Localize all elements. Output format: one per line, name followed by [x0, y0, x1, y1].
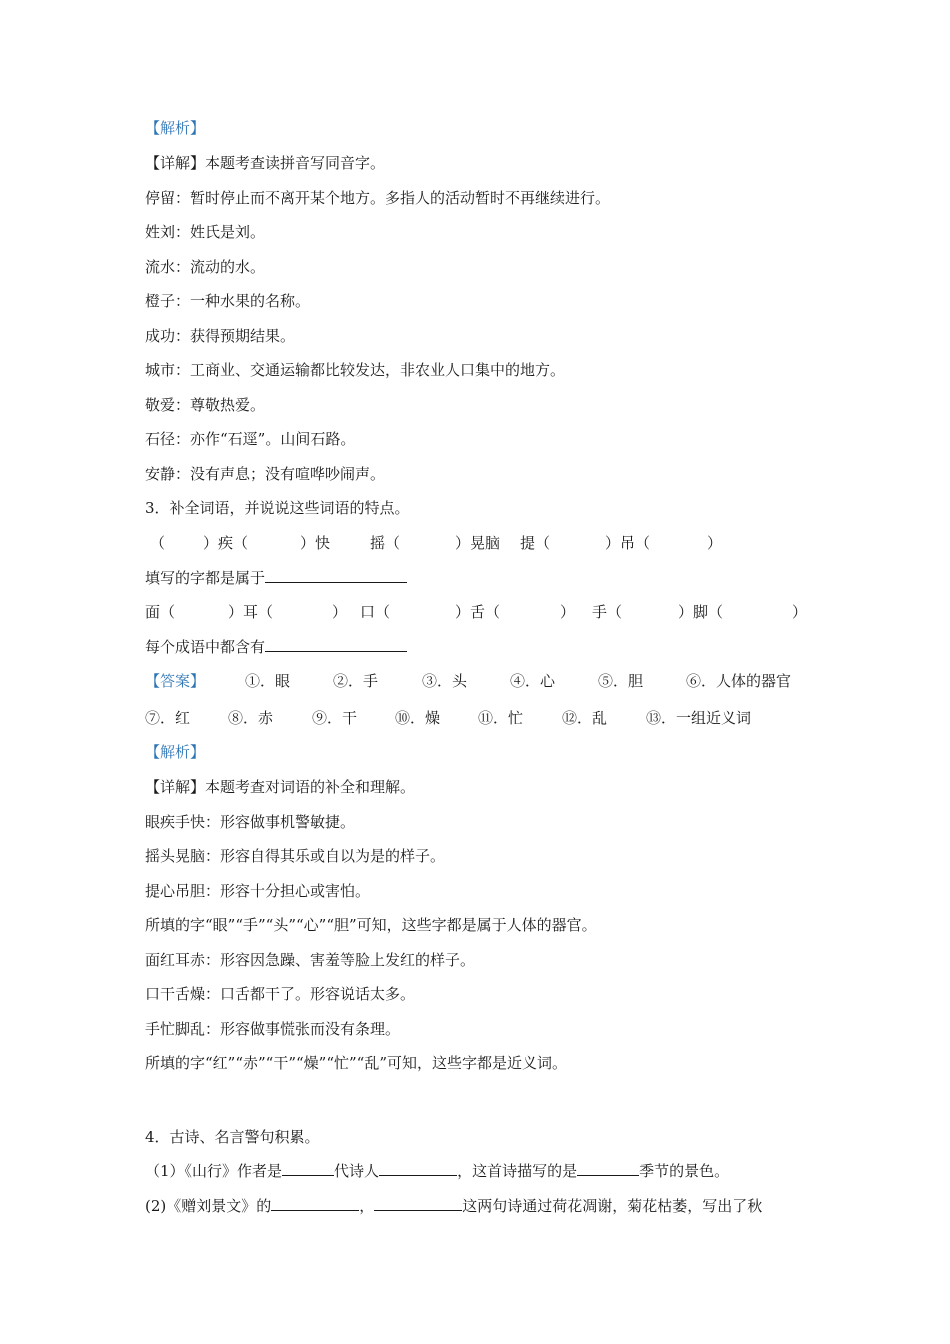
- answer-blank[interactable]: [379, 1161, 457, 1176]
- paren: 口（: [360, 603, 391, 621]
- item-text: ，这首诗描写的是: [457, 1162, 578, 1180]
- answer-item: ⑩．燥: [395, 709, 441, 727]
- question-3-title: 3．补全词语，并说说这些词语的特点。: [145, 499, 410, 517]
- answer-blank[interactable]: [282, 1161, 334, 1176]
- definition-line: 橙子：一种水果的名称。: [145, 292, 311, 310]
- question-4-item-1: [145, 1161, 729, 1181]
- answer-item: ②．手: [333, 672, 379, 690]
- paren: 手（: [592, 603, 623, 621]
- definition-line: 面红耳赤：形容因急躁、害羞等脸上发红的样子。: [145, 951, 476, 969]
- paren: ）吊（: [605, 534, 651, 552]
- item-text: （1）《山行》作者是: [145, 1162, 283, 1180]
- answer-item: ①．眼: [245, 672, 291, 690]
- definition-line: 所填的字“眼”“手”“头”“心”“胆”可知，这些字都是属于人体的器官。: [145, 916, 597, 934]
- paren: ）疾（: [203, 534, 249, 552]
- question-4-item-2: [145, 1196, 762, 1216]
- definition-line: 口干舌燥：口舌都干了。形容说话太多。: [145, 985, 416, 1003]
- answer-item: ⑫．乱: [562, 709, 608, 727]
- answer-blank[interactable]: [265, 568, 407, 583]
- paren: ）耳（: [228, 603, 274, 621]
- answer-blank[interactable]: [265, 637, 407, 652]
- paren: 面（: [145, 603, 176, 621]
- analysis-label: 【解析】: [145, 743, 206, 761]
- answer-item: ③．头: [422, 672, 468, 690]
- definition-line: 提心吊胆：形容十分担心或害怕。: [145, 882, 371, 900]
- paren: ）快: [300, 534, 331, 552]
- definition-line: 眼疾手快：形容做事机警敏捷。: [145, 813, 356, 831]
- definition-line: 流水：流动的水。: [145, 258, 266, 276]
- paren: 提（: [520, 534, 551, 552]
- definition-line: 所填的字“红”“赤”“干”“燥”“忙”“乱”可知，这些字都是近义词。: [145, 1054, 568, 1072]
- paren: ）: [707, 534, 723, 552]
- definition-line: 停留：暂时停止而不离开某个地方。多指人的活动暂时不再继续进行。: [145, 189, 611, 207]
- paren: ）: [332, 603, 348, 621]
- detail-line: 【详解】本题考查对词语的补全和理解。: [145, 778, 416, 796]
- answer-item: ⑥．人体的器官: [686, 672, 792, 690]
- definition-line: 姓刘：姓氏是刘。: [145, 223, 266, 241]
- answer-item: ⑦．红: [145, 709, 191, 727]
- fill-line-2: [145, 637, 407, 657]
- paren: ）: [792, 603, 808, 621]
- answer-item: ⑧．赤: [228, 709, 274, 727]
- definition-line: 石径：亦作“石逕”。山间石路。: [145, 430, 356, 448]
- definition-line: 摇头晃脑：形容自得其乐或自以为是的样子。: [145, 847, 446, 865]
- fill-line-1: [145, 568, 407, 588]
- answer-blank[interactable]: [374, 1196, 462, 1211]
- answer-label: 【答案】: [145, 672, 206, 690]
- paren: 摇（: [370, 534, 401, 552]
- item-text: 这两句诗通过荷花凋谢，菊花枯萎，写出了秋: [462, 1197, 763, 1215]
- answer-blank[interactable]: [577, 1161, 639, 1176]
- item-text: ，: [359, 1197, 375, 1215]
- definition-line: 安静：没有声息；没有喧哗吵闹声。: [145, 465, 386, 483]
- answer-blank[interactable]: [271, 1196, 359, 1211]
- item-text: 季节的景色。: [639, 1162, 730, 1180]
- definition-line: 手忙脚乱：形容做事慌张而没有条理。: [145, 1020, 401, 1038]
- fill-label: 填写的字都是属于: [145, 569, 266, 587]
- detail-line: 【详解】本题考查读拼音写同音字。: [145, 154, 386, 172]
- paren: （: [150, 534, 166, 552]
- definition-line: 敬爱：尊敬热爱。: [145, 396, 266, 414]
- answer-item: ⑪．忙: [478, 709, 524, 727]
- paren: ）脚（: [678, 603, 724, 621]
- fill-label: 每个成语中都含有: [145, 638, 266, 656]
- paren: ）晃脑: [455, 534, 501, 552]
- paren: ）舌（: [455, 603, 501, 621]
- answer-item: ④．心: [510, 672, 556, 690]
- answer-item: ⑤．胆: [598, 672, 644, 690]
- analysis-label: 【解析】: [145, 119, 206, 137]
- definition-line: 成功：获得预期结果。: [145, 327, 296, 345]
- item-text: (2)《赠刘景文》的: [145, 1197, 272, 1215]
- question-4-title: 4．古诗、名言警句积累。: [145, 1128, 320, 1146]
- definition-line: 城市：工商业、交通运输都比较发达，非农业人口集中的地方。: [145, 361, 566, 379]
- item-text: 代诗人: [334, 1162, 380, 1180]
- paren: ）: [560, 603, 576, 621]
- answer-item: ⑬．一组近义词: [646, 709, 752, 727]
- answer-item: ⑨．干: [312, 709, 358, 727]
